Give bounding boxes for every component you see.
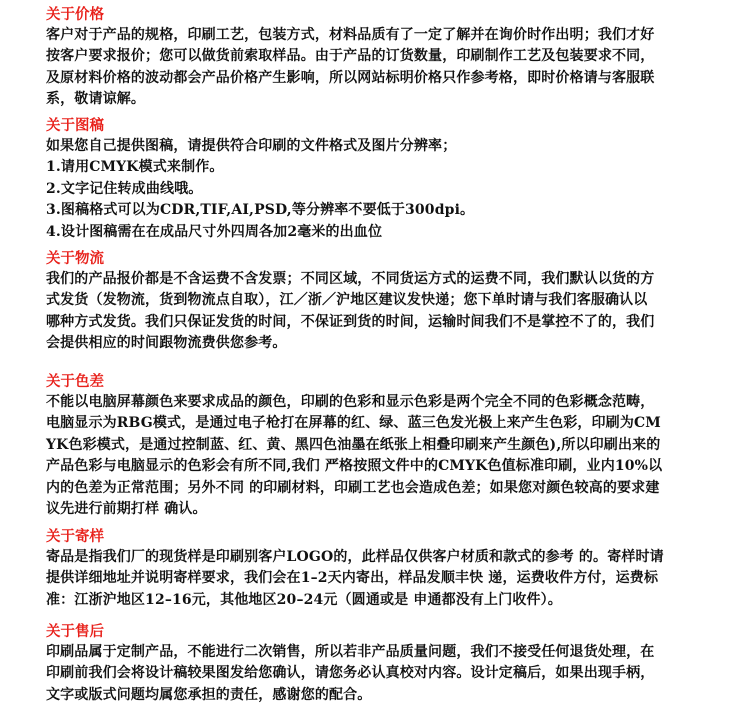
paragraph-line: 印刷前我们会将设计稿较果图发给您确认，请您务必认真校对内容。设计定稿后，如果出现手柄， <box>46 665 655 682</box>
paragraph-line: 我们的产品报价都是不含运费不含发票；不同区域，不同货运方式的运费不同，我们默认以货的方 <box>46 271 655 287</box>
paragraph-line: 不能以电脑屏幕颜色来要求成品的颜色，印刷的色彩和显示色彩是两个完全不同的色彩概念范畴， <box>46 394 655 410</box>
paragraph-line: 2.文字记住转成曲线哦。 <box>46 180 203 197</box>
price-section <box>46 5 736 111</box>
paragraph-line: 文字或版式问题均属您承担的责任，感谢您的配合。 <box>46 686 372 703</box>
paragraph-line: 4.设计图稿需在在成品尺寸外四周各加2毫米的出血位 <box>46 223 383 240</box>
paragraph-line: 议先进行前期打样 确认。 <box>46 501 207 518</box>
paragraph-line: 会提供相应的时间跟物流费供您参考。 <box>46 335 287 352</box>
paragraph-line: 电脑显示为RBG模式，是通过电子枪打在屏幕的红、绿、蓝三色发光极上来产生色彩，印刷为CM <box>46 415 661 432</box>
paragraph-line: 哪种方式发货。我们只保证发货的时间，不保证到货的时间，运输时间我们不是掌控不了的，我们 <box>46 313 655 330</box>
paragraph-line: 及原材料价格的波动都会产品价格产生影响，所以网站标明价格只作参考格，即时价格请与客服联 <box>46 69 655 86</box>
sample-section <box>46 527 736 611</box>
paragraph-line: 寄品是指我们厂的现货样是印刷别客户LOGO的，此样品仅供客户材质和款式的参考 的。寄样时请 <box>46 549 664 565</box>
section-heading-price: 关于价格 <box>46 6 104 23</box>
section-heading-color: 关于色差 <box>46 373 104 390</box>
paragraph-line: 系，敬请谅解。 <box>46 91 146 108</box>
paragraph-line: 内的色差为正常范围；另外不同 的印刷材料，印刷工艺也会造成色差；如果您对颜色较高的要求建 <box>46 479 660 496</box>
paragraph-line: 3.图稿格式可以为CDR,TIF,AI,PSD,等分辨率不要低于300dpi。 <box>46 202 475 219</box>
paragraph-line: 印刷品属于定制产品，不能进行二次销售，所以若非产品质量问题，我们不接受任何退货处理，在 <box>46 644 655 660</box>
paragraph-line: 按客户要求报价；您可以做货前索取样品。由于产品的订货数量，印刷制作工艺及包装要求不同， <box>46 48 655 65</box>
paragraph-line: 产品色彩与电脑显示的色彩会有所不同,我们 严格按照文件中的CMYK色值标准印刷，业内10%以 <box>46 458 663 475</box>
section-heading-after-sales: 关于售后 <box>46 623 104 640</box>
paragraph-line: 客户对于产品的规格，印刷工艺，包装方式，材料品质有了一定了解并在询价时作出明；我们才好 <box>46 27 655 43</box>
artwork-section <box>46 116 736 243</box>
paragraph-line: 准：江浙沪地区12–16元，其他地区20–24元（圆通或是 申通都没有上门收件）。 <box>46 591 562 608</box>
paragraph-line: 式发货（发物流，货到物流点自取），江／浙／沪地区建议发快递；您下单时请与我们客服确认以 <box>46 292 648 309</box>
color-difference-section <box>46 372 736 520</box>
section-heading-logistics: 关于物流 <box>46 250 104 267</box>
paragraph-line: 1.请用CMYK模式来制作。 <box>46 159 224 176</box>
after-sales-section <box>46 622 736 706</box>
section-heading-artwork: 关于图稿 <box>46 117 104 134</box>
logistics-section <box>46 249 736 355</box>
paragraph-line: YK色彩模式，是通过控制蓝、红、黄、黑四色油墨在纸张上相叠印刷来产生颜色),所以印刷出来的 <box>46 436 661 453</box>
paragraph-line: 如果您自己提供图稿，请提供符合印刷的文件格式及图片分辨率； <box>46 138 457 154</box>
section-heading-sample: 关于寄样 <box>46 528 104 545</box>
paragraph-line: 提供详细地址并说明寄样要求，我们会在1–2天内寄出，样品发顺丰快 递，运费收件方付，运费标 <box>46 570 659 587</box>
